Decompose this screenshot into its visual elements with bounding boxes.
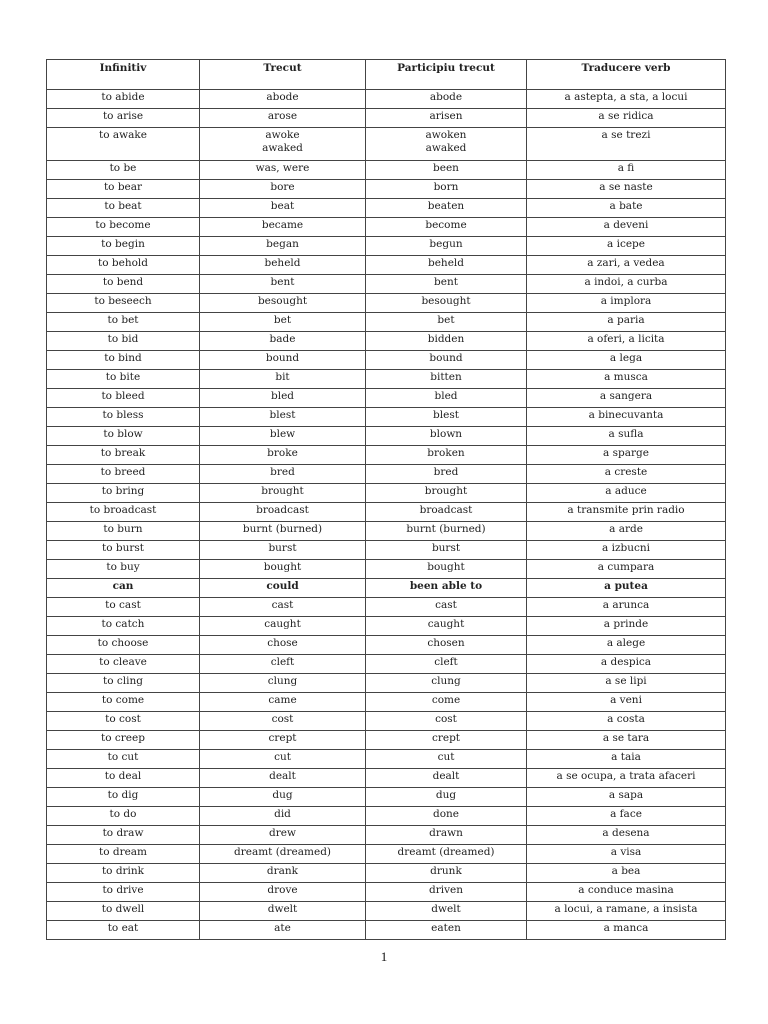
past-cell: cleft [200,655,366,674]
translation-cell: a paria [527,313,726,332]
table-row [47,921,726,940]
past-cell: crept [200,731,366,750]
infinitive-cell: to eat [47,921,200,940]
past-cell: besought [200,294,366,313]
infinitive-cell: to arise [47,109,200,128]
translation-cell: a fi [527,161,726,180]
infinitive-cell: to drive [47,883,200,902]
translation-cell: a manca [527,921,726,940]
translation-cell: a sufla [527,427,726,446]
past-cell: abode [200,90,366,109]
table-row [47,313,726,332]
table-row [47,617,726,636]
infinitive-cell: to bear [47,180,200,199]
past-participle-cell: caught [366,617,527,636]
table-row [47,408,726,427]
infinitive-cell: to bite [47,370,200,389]
past-cell: burnt (burned) [200,522,366,541]
infinitive-cell: to drink [47,864,200,883]
table-row [47,579,726,598]
translation-cell: a prinde [527,617,726,636]
infinitive-cell: to behold [47,256,200,275]
table-row [47,180,726,199]
infinitive-cell: to dig [47,788,200,807]
translation-cell: a bea [527,864,726,883]
infinitive-cell: to become [47,218,200,237]
past-participle-cell: abode [366,90,527,109]
infinitive-cell: to bring [47,484,200,503]
infinitive-cell: to break [47,446,200,465]
table-row [47,864,726,883]
past-cell: drove [200,883,366,902]
past-participle-cell: arisen [366,109,527,128]
table-row [47,693,726,712]
past-cell: became [200,218,366,237]
table-row [47,883,726,902]
infinitive-cell: to burn [47,522,200,541]
table-row [47,655,726,674]
translation-cell: a sangera [527,389,726,408]
table-row [47,902,726,921]
past-cell: burst [200,541,366,560]
table-row [47,218,726,237]
table-row [47,275,726,294]
past-cell: bought [200,560,366,579]
translation-cell: a arde [527,522,726,541]
past-cell: bled [200,389,366,408]
past-participle-cell: been [366,161,527,180]
table-row [47,161,726,180]
table-row [47,294,726,313]
past-participle-cell: bought [366,560,527,579]
table-row [47,370,726,389]
table-row [47,351,726,370]
past-cell: blest [200,408,366,427]
header-infinitiv: Infinitiv [47,60,200,90]
past-participle-cell: cleft [366,655,527,674]
past-cell: broadcast [200,503,366,522]
infinitive-cell: to creep [47,731,200,750]
past-cell: cast [200,598,366,617]
table-row [47,541,726,560]
table-row [47,845,726,864]
infinitive-cell: to abide [47,90,200,109]
table-row [47,484,726,503]
past-participle-cell: drunk [366,864,527,883]
infinitive-cell: to beat [47,199,200,218]
past-participle-cell: bound [366,351,527,370]
table-row [47,237,726,256]
table-row [47,256,726,275]
past-participle-cell: bidden [366,332,527,351]
table-row [47,465,726,484]
translation-cell: a se lipi [527,674,726,693]
table-row [47,807,726,826]
past-participle-cell: cast [366,598,527,617]
past-participle-cell: besought [366,294,527,313]
infinitive-cell: can [47,579,200,598]
translation-cell: a sapa [527,788,726,807]
translation-cell: a locui, a ramane, a insista [527,902,726,921]
past-participle-cell: bent [366,275,527,294]
translation-cell: a sparge [527,446,726,465]
past-cell: broke [200,446,366,465]
table-row [47,750,726,769]
past-cell: came [200,693,366,712]
infinitive-cell: to deal [47,769,200,788]
infinitive-cell: to come [47,693,200,712]
infinitive-cell: to cast [47,598,200,617]
translation-cell: a se naste [527,180,726,199]
past-participle-cell: beheld [366,256,527,275]
table-row [47,598,726,617]
infinitive-cell: to cut [47,750,200,769]
table-row [47,427,726,446]
past-participle-cell: born [366,180,527,199]
past-cell: could [200,579,366,598]
past-cell: arose [200,109,366,128]
translation-cell: a cumpara [527,560,726,579]
past-cell: beheld [200,256,366,275]
table-row [47,788,726,807]
infinitive-cell: to choose [47,636,200,655]
past-cell: was, were [200,161,366,180]
past-participle-cell: clung [366,674,527,693]
past-participle-cell: bet [366,313,527,332]
past-cell: bound [200,351,366,370]
past-cell: blew [200,427,366,446]
translation-cell: a aduce [527,484,726,503]
past-participle-cell: beaten [366,199,527,218]
past-cell: brought [200,484,366,503]
past-cell: caught [200,617,366,636]
translation-cell: a despica [527,655,726,674]
translation-cell: a costa [527,712,726,731]
table-row [47,826,726,845]
table-row [47,199,726,218]
infinitive-cell: to dwell [47,902,200,921]
translation-cell: a indoi, a curba [527,275,726,294]
infinitive-cell: to awake [47,128,200,161]
past-cell: dwelt [200,902,366,921]
translation-cell: a izbucni [527,541,726,560]
past-cell: beat [200,199,366,218]
past-participle-cell: dug [366,788,527,807]
past-participle-cell: driven [366,883,527,902]
past-participle-cell: crept [366,731,527,750]
infinitive-cell: to bind [47,351,200,370]
table-row [47,503,726,522]
table-row [47,560,726,579]
translation-cell: a taia [527,750,726,769]
past-cell: cost [200,712,366,731]
past-participle-cell: brought [366,484,527,503]
translation-cell: a alege [527,636,726,655]
past-cell: awoke awaked [200,128,366,161]
past-participle-cell: broken [366,446,527,465]
translation-cell: a musca [527,370,726,389]
header-trecut: Trecut [200,60,366,90]
infinitive-cell: to broadcast [47,503,200,522]
infinitive-cell: to bless [47,408,200,427]
past-cell: bade [200,332,366,351]
translation-cell: a se ocupa, a trata afaceri [527,769,726,788]
past-participle-cell: become [366,218,527,237]
past-cell: began [200,237,366,256]
table-row [47,128,726,161]
past-participle-cell: dwelt [366,902,527,921]
table-body [47,90,726,940]
past-participle-cell: blest [366,408,527,427]
infinitive-cell: to buy [47,560,200,579]
past-cell: dealt [200,769,366,788]
translation-cell: a creste [527,465,726,484]
translation-cell: a se ridica [527,109,726,128]
translation-cell: a lega [527,351,726,370]
irregular-verbs-table [46,59,726,940]
page-number: 1 [380,949,388,964]
header-participiu-trecut: Participiu trecut [366,60,527,90]
infinitive-cell: to beseech [47,294,200,313]
table-row [47,674,726,693]
translation-cell: a conduce masina [527,883,726,902]
past-participle-cell: blown [366,427,527,446]
infinitive-cell: to bend [47,275,200,294]
past-cell: did [200,807,366,826]
translation-cell: a visa [527,845,726,864]
past-participle-cell: cost [366,712,527,731]
infinitive-cell: to burst [47,541,200,560]
translation-cell: a putea [527,579,726,598]
table-row [47,90,726,109]
infinitive-cell: to bid [47,332,200,351]
past-cell: drew [200,826,366,845]
past-cell: bent [200,275,366,294]
translation-cell: a bate [527,199,726,218]
translation-cell: a arunca [527,598,726,617]
infinitive-cell: to bleed [47,389,200,408]
infinitive-cell: to breed [47,465,200,484]
translation-cell: a transmite prin radio [527,503,726,522]
past-cell: bet [200,313,366,332]
past-participle-cell: bitten [366,370,527,389]
infinitive-cell: to be [47,161,200,180]
infinitive-cell: to dream [47,845,200,864]
infinitive-cell: to bet [47,313,200,332]
past-participle-cell: dealt [366,769,527,788]
past-cell: dug [200,788,366,807]
translation-cell: a zari, a vedea [527,256,726,275]
past-cell: clung [200,674,366,693]
translation-cell: a binecuvanta [527,408,726,427]
past-participle-cell: chosen [366,636,527,655]
past-cell: ate [200,921,366,940]
infinitive-cell: to cost [47,712,200,731]
past-participle-cell: been able to [366,579,527,598]
past-participle-cell: bled [366,389,527,408]
past-cell: cut [200,750,366,769]
table-row [47,522,726,541]
translation-cell: a desena [527,826,726,845]
past-participle-cell: burst [366,541,527,560]
past-participle-cell: cut [366,750,527,769]
translation-cell: a deveni [527,218,726,237]
past-participle-cell: burnt (burned) [366,522,527,541]
infinitive-cell: to cling [47,674,200,693]
table-row [47,712,726,731]
past-cell: bore [200,180,366,199]
infinitive-cell: to catch [47,617,200,636]
table-row [47,332,726,351]
translation-cell: a se trezi [527,128,726,161]
infinitive-cell: to cleave [47,655,200,674]
past-participle-cell: dreamt (dreamed) [366,845,527,864]
past-cell: bit [200,370,366,389]
past-participle-cell: broadcast [366,503,527,522]
infinitive-cell: to begin [47,237,200,256]
translation-cell: a icepe [527,237,726,256]
past-participle-cell: bred [366,465,527,484]
infinitive-cell: to blow [47,427,200,446]
table-row [47,389,726,408]
table-row [47,769,726,788]
past-participle-cell: awoken awaked [366,128,527,161]
infinitive-cell: to do [47,807,200,826]
past-cell: dreamt (dreamed) [200,845,366,864]
translation-cell: a astepta, a sta, a locui [527,90,726,109]
translation-cell: a implora [527,294,726,313]
translation-cell: a veni [527,693,726,712]
past-participle-cell: drawn [366,826,527,845]
past-participle-cell: eaten [366,921,527,940]
past-cell: drank [200,864,366,883]
past-cell: bred [200,465,366,484]
past-participle-cell: begun [366,237,527,256]
translation-cell: a oferi, a licita [527,332,726,351]
past-cell: chose [200,636,366,655]
past-participle-cell: done [366,807,527,826]
table-header-row [47,60,726,90]
table-row [47,731,726,750]
header-traducere-verb: Traducere verb [527,60,726,90]
past-participle-cell: come [366,693,527,712]
table-row [47,446,726,465]
translation-cell: a face [527,807,726,826]
table-row [47,636,726,655]
translation-cell: a se tara [527,731,726,750]
infinitive-cell: to draw [47,826,200,845]
table-row [47,109,726,128]
